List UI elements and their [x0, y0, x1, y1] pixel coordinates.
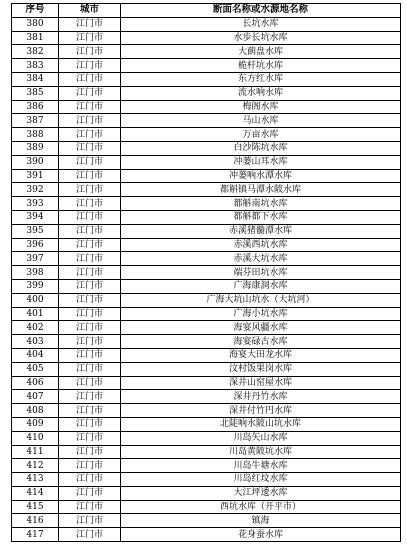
table-row — [12, 224, 401, 238]
cell-city: 江门市 — [59, 59, 121, 73]
cell-section-name: 梅阁水库 — [121, 100, 401, 114]
cell-serial-number: 390 — [12, 155, 59, 169]
cell-serial-number: 388 — [12, 128, 59, 142]
cell-section-name: 赤溪猪髓潭水库 — [121, 224, 401, 238]
cell-serial-number: 402 — [12, 321, 59, 335]
table-row — [12, 417, 401, 431]
cell-section-name: 桅杆坑水库 — [121, 59, 401, 73]
cell-section-name: 深井山窑屋水库 — [121, 376, 401, 390]
cell-section-name: 冲蒌响水潭水库 — [121, 169, 401, 183]
table-row — [12, 486, 401, 500]
table-row — [12, 100, 401, 114]
cell-serial-number: 393 — [12, 197, 59, 211]
cell-serial-number: 406 — [12, 376, 59, 390]
table-row — [12, 183, 401, 197]
cell-section-name: 川岛红坟水库 — [121, 473, 401, 487]
cell-section-name: 万亩水库 — [121, 128, 401, 142]
cell-serial-number: 387 — [12, 114, 59, 128]
table-row — [12, 473, 401, 487]
table-row — [12, 528, 401, 542]
cell-section-name: 大蓢盘水库 — [121, 45, 401, 59]
cell-section-name: 东方红水库 — [121, 72, 401, 86]
cell-city: 江门市 — [59, 169, 121, 183]
cell-section-name: 流水响水库 — [121, 86, 401, 100]
cell-section-name: 都斛都下水库 — [121, 210, 401, 224]
table-row — [12, 362, 401, 376]
cell-city: 江门市 — [59, 514, 121, 528]
cell-section-name: 广海小坑水库 — [121, 307, 401, 321]
cell-city: 江门市 — [59, 459, 121, 473]
cell-city: 江门市 — [59, 279, 121, 293]
cell-section-name: 赤溪大坑水库 — [121, 252, 401, 266]
cell-city: 江门市 — [59, 155, 121, 169]
cell-section-name: 汶村饭果岗水库 — [121, 362, 401, 376]
cell-section-name: 深井丹竹水库 — [121, 390, 401, 404]
table-row — [12, 197, 401, 211]
table-row — [12, 321, 401, 335]
table-row — [12, 238, 401, 252]
cell-city: 江门市 — [59, 210, 121, 224]
table-row — [12, 445, 401, 459]
cell-serial-number: 410 — [12, 431, 59, 445]
cell-city: 江门市 — [59, 224, 121, 238]
cell-city: 江门市 — [59, 72, 121, 86]
cell-section-name: 海宴风疆水库 — [121, 321, 401, 335]
cell-city: 江门市 — [59, 417, 121, 431]
cell-city: 江门市 — [59, 86, 121, 100]
cell-serial-number: 403 — [12, 335, 59, 349]
table-header-row — [12, 4, 401, 18]
cell-serial-number: 400 — [12, 293, 59, 307]
table-row — [12, 376, 401, 390]
cell-city: 江门市 — [59, 335, 121, 349]
cell-serial-number: 382 — [12, 45, 59, 59]
table-row — [12, 266, 401, 280]
cell-section-name: 花身蚕水库 — [121, 528, 401, 542]
cell-serial-number: 409 — [12, 417, 59, 431]
cell-serial-number: 398 — [12, 266, 59, 280]
cell-section-name: 川岛矢山水库 — [121, 431, 401, 445]
cell-section-name: 都斛南坑水库 — [121, 197, 401, 211]
cell-section-name: 大江坪逶水库 — [121, 486, 401, 500]
cell-section-name: 冲蒌山耳水库 — [121, 155, 401, 169]
table-body — [12, 17, 401, 541]
cell-serial-number: 407 — [12, 390, 59, 404]
cell-section-name: 川岛黄陂坑水库 — [121, 445, 401, 459]
table-row — [12, 141, 401, 155]
cell-section-name: 赤溪西坑水库 — [121, 238, 401, 252]
table-row — [12, 459, 401, 473]
cell-serial-number: 386 — [12, 100, 59, 114]
cell-city: 江门市 — [59, 31, 121, 45]
table-row — [12, 72, 401, 86]
cell-section-name: 端芬田坑水库 — [121, 266, 401, 280]
cell-section-name: 都斛镇马潭水陂水库 — [121, 183, 401, 197]
cell-city: 江门市 — [59, 404, 121, 418]
cell-city: 江门市 — [59, 100, 121, 114]
cell-serial-number: 392 — [12, 183, 59, 197]
cell-city: 江门市 — [59, 473, 121, 487]
table-row — [12, 390, 401, 404]
table-row — [12, 128, 401, 142]
cell-section-name: 水步长坑水库 — [121, 31, 401, 45]
cell-section-name: 海宴碌古水库 — [121, 335, 401, 349]
cell-section-name: 马山水库 — [121, 114, 401, 128]
cell-city: 江门市 — [59, 197, 121, 211]
cell-city: 江门市 — [59, 528, 121, 542]
table-row — [12, 431, 401, 445]
table-row — [12, 307, 401, 321]
cell-city: 江门市 — [59, 431, 121, 445]
cell-city: 江门市 — [59, 252, 121, 266]
cell-serial-number: 416 — [12, 514, 59, 528]
cell-city: 江门市 — [59, 128, 121, 142]
cell-serial-number: 412 — [12, 459, 59, 473]
cell-serial-number: 384 — [12, 72, 59, 86]
cell-section-name: 北陡响水陂山坑水库 — [121, 417, 401, 431]
cell-section-name: 西坑水库（开平市） — [121, 500, 401, 514]
table-row — [12, 86, 401, 100]
table-row — [12, 45, 401, 59]
cell-section-name: 白沙陈坑水库 — [121, 141, 401, 155]
cell-city: 江门市 — [59, 500, 121, 514]
cell-serial-number: 413 — [12, 473, 59, 487]
table-row — [12, 335, 401, 349]
cell-serial-number: 404 — [12, 348, 59, 362]
header-city: 城市 — [59, 4, 121, 18]
cell-serial-number: 415 — [12, 500, 59, 514]
table-row — [12, 114, 401, 128]
cell-serial-number: 394 — [12, 210, 59, 224]
cell-city: 江门市 — [59, 17, 121, 31]
header-serial-number: 序号 — [12, 4, 59, 18]
table-row — [12, 500, 401, 514]
table-row — [12, 169, 401, 183]
table-row — [12, 348, 401, 362]
table-row — [12, 210, 401, 224]
cell-serial-number: 414 — [12, 486, 59, 500]
cell-serial-number: 396 — [12, 238, 59, 252]
cell-section-name: 长坑水库 — [121, 17, 401, 31]
cell-serial-number: 389 — [12, 141, 59, 155]
table-row — [12, 59, 401, 73]
cell-city: 江门市 — [59, 445, 121, 459]
cell-city: 江门市 — [59, 321, 121, 335]
cell-serial-number: 395 — [12, 224, 59, 238]
cell-serial-number: 381 — [12, 31, 59, 45]
cell-city: 江门市 — [59, 45, 121, 59]
cell-section-name: 海宴大田龙水库 — [121, 348, 401, 362]
cell-city: 江门市 — [59, 390, 121, 404]
table-row — [12, 404, 401, 418]
cell-section-name: 广海康洞水库 — [121, 279, 401, 293]
cell-serial-number: 383 — [12, 59, 59, 73]
cell-city: 江门市 — [59, 114, 121, 128]
cell-serial-number: 417 — [12, 528, 59, 542]
cell-serial-number: 397 — [12, 252, 59, 266]
cell-city: 江门市 — [59, 141, 121, 155]
cell-serial-number: 411 — [12, 445, 59, 459]
cell-city: 江门市 — [59, 293, 121, 307]
cell-city: 江门市 — [59, 348, 121, 362]
cell-city: 江门市 — [59, 238, 121, 252]
cell-city: 江门市 — [59, 486, 121, 500]
header-section-name: 断面名称或水源地名称 — [121, 4, 401, 18]
table-row — [12, 252, 401, 266]
cell-serial-number: 401 — [12, 307, 59, 321]
table-row — [12, 293, 401, 307]
cell-city: 江门市 — [59, 362, 121, 376]
cell-serial-number: 408 — [12, 404, 59, 418]
table-row — [12, 155, 401, 169]
cell-city: 江门市 — [59, 307, 121, 321]
cell-serial-number: 385 — [12, 86, 59, 100]
cell-section-name: 广海大坑山坑水（大坑河） — [121, 293, 401, 307]
table-row — [12, 279, 401, 293]
cell-city: 江门市 — [59, 376, 121, 390]
cell-serial-number: 399 — [12, 279, 59, 293]
cell-section-name: 川岛牛塘水库 — [121, 459, 401, 473]
cell-serial-number: 405 — [12, 362, 59, 376]
table-row — [12, 514, 401, 528]
cell-serial-number: 380 — [12, 17, 59, 31]
reservoir-table — [11, 3, 401, 542]
cell-serial-number: 391 — [12, 169, 59, 183]
table-row — [12, 17, 401, 31]
table-row — [12, 31, 401, 45]
cell-section-name: 深井付竹円水库 — [121, 404, 401, 418]
cell-city: 江门市 — [59, 183, 121, 197]
cell-section-name: 镇海 — [121, 514, 401, 528]
cell-city: 江门市 — [59, 266, 121, 280]
